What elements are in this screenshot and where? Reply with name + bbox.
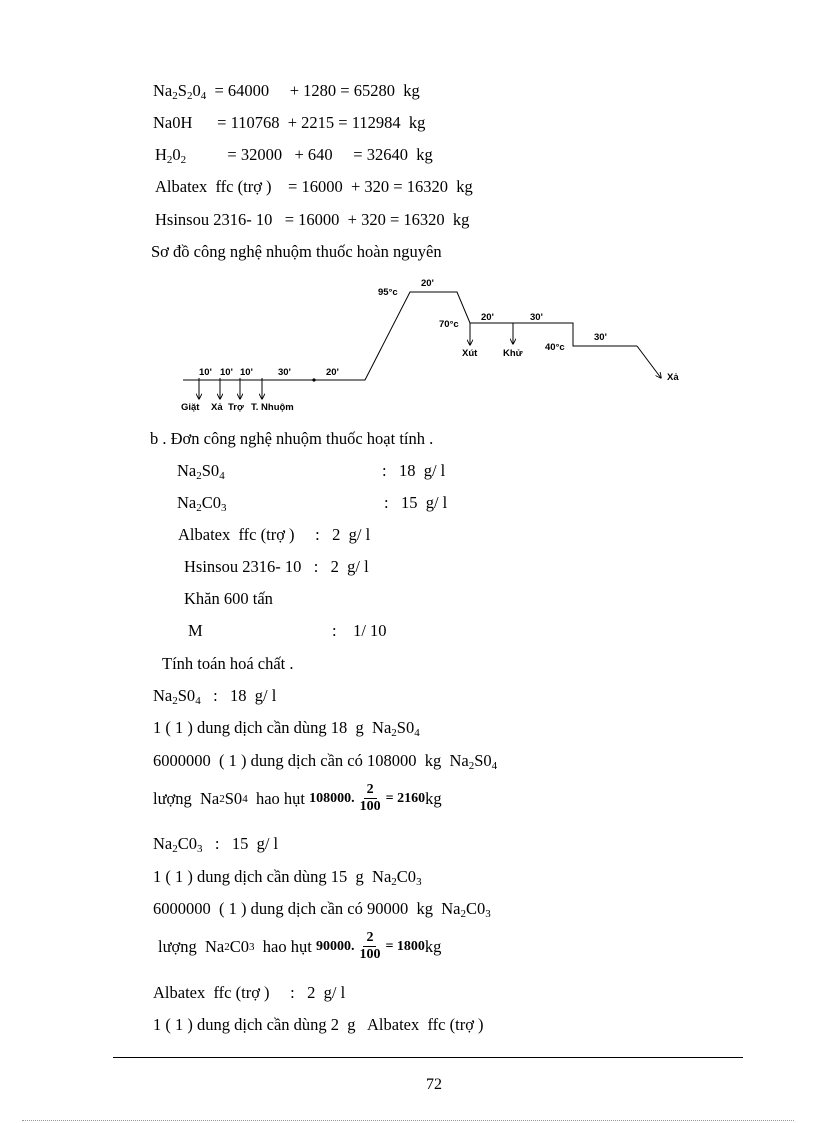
page-number: 72 <box>426 1076 442 1093</box>
fraction-2-100-b: $\frac{2}{100}$ <box>359 930 381 962</box>
label-time-giat: 10' <box>199 367 212 378</box>
calc-na2so4-loss: lượng Na 2 S0 4 hao hụt 108000. $\frac{2}{100}$ = 2160 kg <box>153 782 442 814</box>
recipe-m-label: M <box>188 621 203 640</box>
recipe-na2co3: $Na_2C0_3$ <box>177 493 227 514</box>
recipe-na2so4-value: : 18 g/ l <box>382 461 446 480</box>
fraction-2-100: $\frac{2}{100}$ <box>359 782 381 814</box>
footer-rule <box>113 1057 743 1058</box>
label-time-20c: 20' <box>326 367 339 378</box>
label-tro: Trợ <box>228 402 244 413</box>
calc-na2so4-per-liter: 1 ( 1 ) dung dịch cần dùng 18 g $Na_2S0_4$ <box>153 718 420 739</box>
diagram-title: Sơ đồ công nghệ nhuộm thuốc hoàn nguyên <box>151 242 442 261</box>
label-70c: 70°c <box>439 319 459 330</box>
chem-h2o2: $H_20_2$ = 32000 + 640 = 32640 kg <box>155 145 433 166</box>
calc-albatex-per-liter: 1 ( 1 ) dung dịch cần dùng 2 g Albatex ffc (trợ ) <box>153 1015 484 1034</box>
chem-hsinsou: Hsinsou 2316- 10 = 16000 + 320 = 16320 kg <box>155 210 470 229</box>
label-t-nhuom: T. Nhuộm <box>251 402 294 413</box>
label-giat: Giặt <box>181 402 200 413</box>
label-40c: 40°c <box>545 342 565 353</box>
label-xa: Xả <box>211 402 223 413</box>
loss-rhs-2: = 1800 <box>385 938 425 954</box>
label-xa-end: Xả <box>667 372 679 383</box>
recipe-albatex: Albatex ffc (trợ ) : 2 g/ l <box>178 525 371 544</box>
label-time-30b: 30' <box>594 332 607 343</box>
chem-na2s2o4: $Na_2S_20_4 = 64000$ + 1280 = 65280 kg <box>153 81 420 102</box>
drain-arrow <box>637 346 661 378</box>
loss-lhs-2: 90000. <box>315 938 355 954</box>
calc-na2co3-total: 6000000 ( 1 ) dung dịch cần có 90000 kg $Na_2C0_3$ <box>153 899 491 920</box>
label-time-nhuom: 30' <box>278 367 291 378</box>
chem-naoh: Na0H = 110768 + 2215 = 112984 kg <box>153 113 426 132</box>
calc-na2so4-conc: $Na_2S0_4$ : 18 g/ l <box>153 686 277 707</box>
recipe-na2so4: $Na_2S0_4$ <box>177 461 225 482</box>
calc-na2co3-per-liter: 1 ( 1 ) dung dịch cần dùng 15 g $Na_2C0_3$ <box>153 867 422 888</box>
loss-lhs: 108000. <box>309 790 355 806</box>
recipe-khan: Khăn 600 tấn <box>184 589 273 608</box>
page-edge-dotted <box>22 1120 794 1121</box>
recipe-m-value: : 1/ 10 <box>332 621 387 640</box>
label-time-20b: 20' <box>481 312 494 323</box>
recipe-hsinsou: Hsinsou 2316- 10 : 2 g/ l <box>184 557 369 576</box>
recipe-na2co3-value: : 15 g/ l <box>384 493 448 512</box>
section-b-heading: b . Đơn công nghệ nhuộm thuốc hoạt tính . <box>150 429 434 448</box>
marker-dot <box>312 378 315 381</box>
label-time-30a: 30' <box>530 312 543 323</box>
label-time-top: 20' <box>421 278 434 289</box>
label-time-xa: 10' <box>220 367 233 378</box>
calc-na2co3-loss: lượng Na 2 C0 3 hao hụt 90000. $\frac{2}{100}$ = 1800 kg <box>158 930 442 962</box>
calc-heading: Tính toán hoá chất . <box>162 654 294 673</box>
calc-na2co3-conc: $Na_2C0_3$ : 15 g/ l <box>153 834 279 855</box>
loss-rhs: = 2160 <box>385 790 426 806</box>
label-xut: Xút <box>462 348 478 359</box>
calc-albatex-conc: Albatex ffc (trợ ) : 2 g/ l <box>153 983 346 1002</box>
label-95c: 95°c <box>378 287 398 298</box>
chem-albatex: Albatex ffc (trợ ) = 16000 + 320 = 16320 kg <box>155 177 473 196</box>
label-time-tro: 10' <box>240 367 253 378</box>
label-khu: Khử <box>503 348 523 359</box>
calc-na2so4-total: 6000000 ( 1 ) dung dịch cần có 108000 kg $Na_2S0_4$ <box>153 751 498 772</box>
